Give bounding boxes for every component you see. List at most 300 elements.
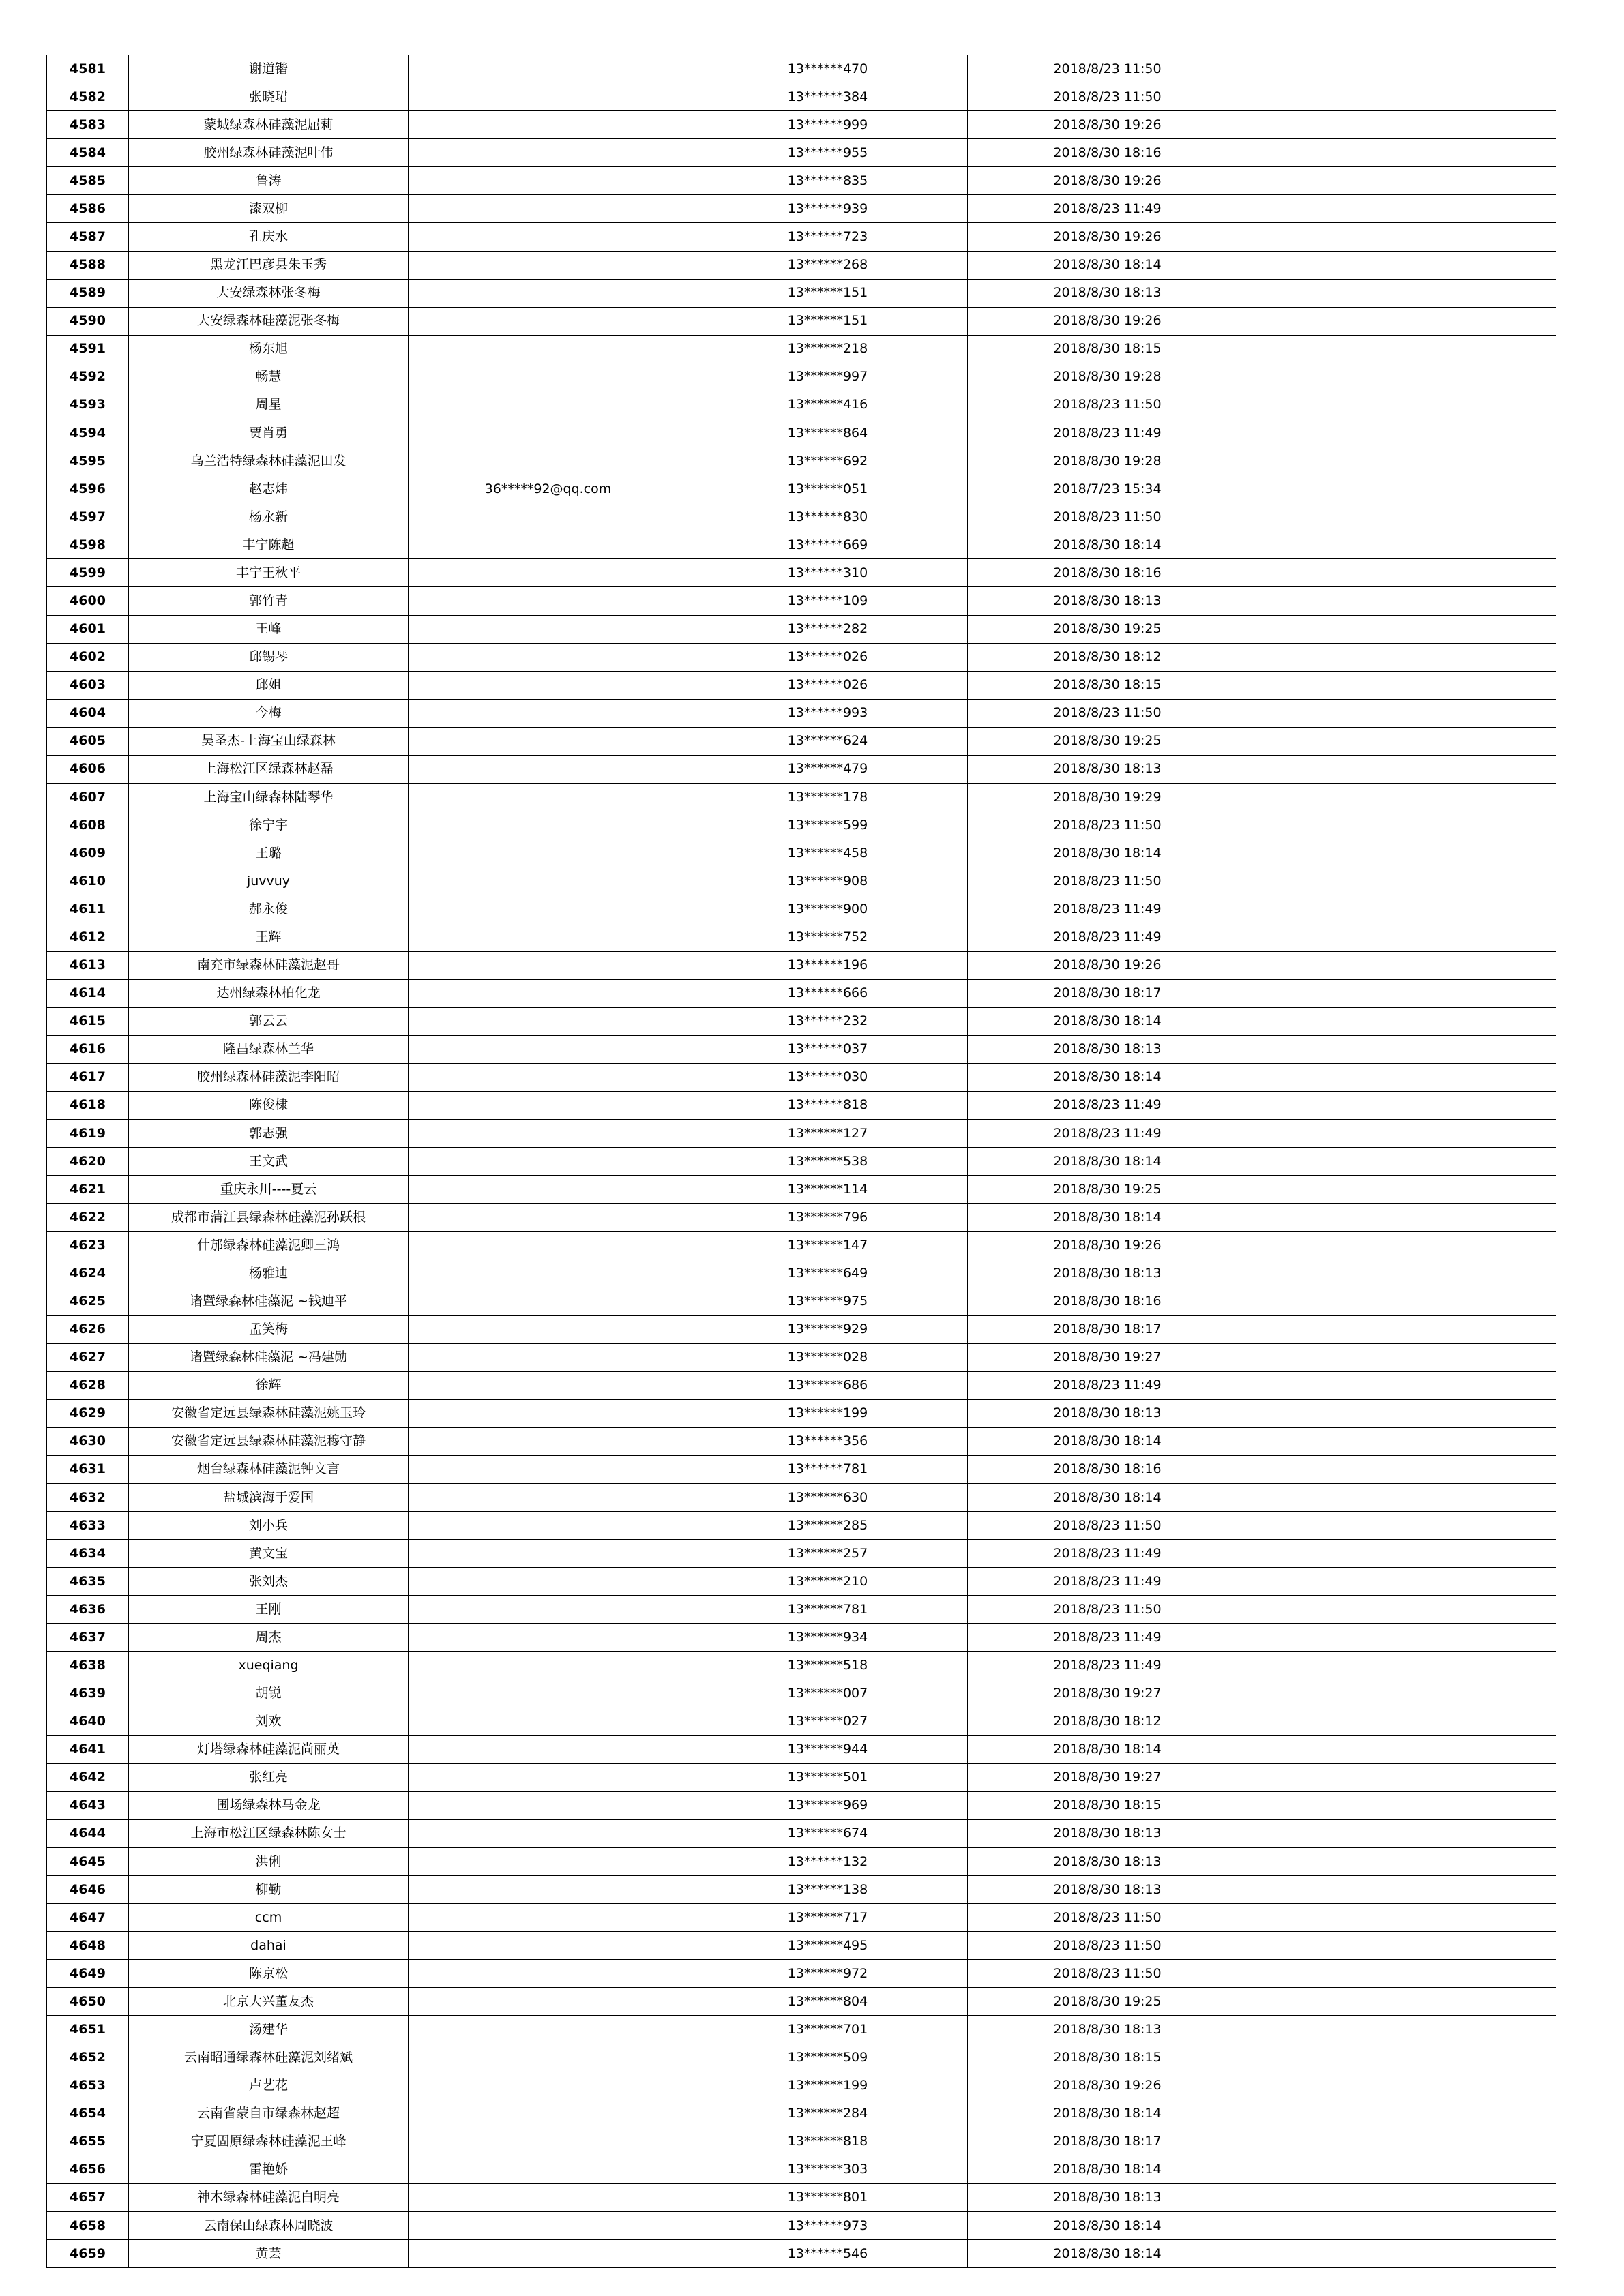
row-number-cell: 4648 (47, 1932, 129, 1960)
row-number-cell: 4606 (47, 755, 129, 783)
table-row (47, 1735, 1556, 1763)
empty-cell (1247, 895, 1556, 923)
table-row (47, 1315, 1556, 1343)
email-cell (409, 1791, 688, 1819)
name-cell: 乌兰浩特绿森林硅藻泥田发 (129, 447, 409, 475)
name-cell: 杨雅迪 (129, 1259, 409, 1287)
empty-cell (1247, 1232, 1556, 1259)
row-number-cell: 4631 (47, 1455, 129, 1483)
phone-cell: 13******972 (688, 1960, 968, 1988)
email-cell (409, 83, 688, 111)
empty-cell (1247, 784, 1556, 811)
row-number-cell: 4583 (47, 111, 129, 139)
table-row (47, 475, 1556, 503)
name-cell: 王璐 (129, 839, 409, 867)
email-cell (409, 1680, 688, 1708)
phone-cell: 13******501 (688, 1763, 968, 1791)
empty-cell (1247, 2100, 1556, 2128)
phone-cell: 13******199 (688, 2072, 968, 2100)
name-cell: 赵志炜 (129, 475, 409, 503)
email-cell (409, 1427, 688, 1455)
row-number-cell: 4587 (47, 223, 129, 251)
time-cell: 2018/8/30 18:14 (968, 1063, 1247, 1091)
name-cell: 宁夏固原绿森林硅藻泥王峰 (129, 2128, 409, 2156)
row-number-cell: 4649 (47, 1960, 129, 1988)
email-cell (409, 335, 688, 363)
name-cell: 胡锐 (129, 1680, 409, 1708)
phone-cell: 13******303 (688, 2156, 968, 2183)
email-cell (409, 1119, 688, 1147)
name-cell: 上海松江区绿森林赵磊 (129, 755, 409, 783)
empty-cell (1247, 139, 1556, 167)
email-cell (409, 1315, 688, 1343)
name-cell: 刘欢 (129, 1708, 409, 1735)
name-cell: ccm (129, 1904, 409, 1932)
empty-cell (1247, 559, 1556, 587)
row-number-cell: 4626 (47, 1315, 129, 1343)
phone-cell: 13******232 (688, 1007, 968, 1035)
table-row (47, 671, 1556, 699)
email-cell (409, 111, 688, 139)
row-number-cell: 4618 (47, 1091, 129, 1119)
name-cell: 孟笑梅 (129, 1315, 409, 1343)
table-row (47, 867, 1556, 895)
name-cell: 洪俐 (129, 1848, 409, 1876)
email-cell (409, 1007, 688, 1035)
time-cell: 2018/8/30 18:13 (968, 2183, 1247, 2211)
phone-cell: 13******178 (688, 784, 968, 811)
empty-cell (1247, 811, 1556, 839)
email-cell (409, 867, 688, 895)
name-cell: 鲁涛 (129, 167, 409, 195)
name-cell: 郭志强 (129, 1119, 409, 1147)
phone-cell: 13******900 (688, 895, 968, 923)
phone-cell: 13******666 (688, 979, 968, 1007)
name-cell: 灯塔绿森林硅藻泥尚丽英 (129, 1735, 409, 1763)
name-cell: 上海市松江区绿森林陈女士 (129, 1819, 409, 1847)
row-number-cell: 4653 (47, 2072, 129, 2100)
table-row (47, 699, 1556, 727)
table-row (47, 1763, 1556, 1791)
time-cell: 2018/8/23 11:49 (968, 419, 1247, 447)
email-cell (409, 1540, 688, 1568)
phone-cell: 13******138 (688, 1876, 968, 1904)
phone-cell: 13******028 (688, 1343, 968, 1371)
name-cell: 郭云云 (129, 1007, 409, 1035)
table-row (47, 1091, 1556, 1119)
row-number-cell: 4609 (47, 839, 129, 867)
empty-cell (1247, 1399, 1556, 1427)
name-cell: 诸暨绿森林硅藻泥 ~钱迪平 (129, 1287, 409, 1315)
name-cell: 王刚 (129, 1596, 409, 1624)
name-cell: 胶州绿森林硅藻泥叶伟 (129, 139, 409, 167)
time-cell: 2018/8/30 18:13 (968, 2016, 1247, 2044)
empty-cell (1247, 1540, 1556, 1568)
row-number-cell: 4585 (47, 167, 129, 195)
empty-cell (1247, 1876, 1556, 1904)
table-row (47, 531, 1556, 559)
row-number-cell: 4632 (47, 1483, 129, 1511)
time-cell: 2018/8/23 11:49 (968, 923, 1247, 951)
name-cell: 卢艺花 (129, 2072, 409, 2100)
time-cell: 2018/8/30 19:26 (968, 2072, 1247, 2100)
name-cell: 北京大兴董友杰 (129, 1988, 409, 2016)
email-cell (409, 1483, 688, 1511)
time-cell: 2018/8/30 18:13 (968, 1876, 1247, 1904)
email-cell (409, 447, 688, 475)
name-cell: 汤建华 (129, 2016, 409, 2044)
row-number-cell: 4650 (47, 1988, 129, 2016)
name-cell: 成都市蒲江县绿森林硅藻泥孙跃根 (129, 1204, 409, 1232)
row-number-cell: 4625 (47, 1287, 129, 1315)
email-cell (409, 1148, 688, 1176)
email-cell (409, 615, 688, 643)
row-number-cell: 4638 (47, 1652, 129, 1680)
phone-cell: 13******458 (688, 839, 968, 867)
row-number-cell: 4635 (47, 1568, 129, 1596)
table-row (47, 391, 1556, 419)
empty-cell (1247, 755, 1556, 783)
name-cell: 柳勤 (129, 1876, 409, 1904)
row-number-cell: 4607 (47, 784, 129, 811)
email-cell (409, 784, 688, 811)
empty-cell (1247, 419, 1556, 447)
table-row (47, 1343, 1556, 1371)
time-cell: 2018/8/30 18:14 (968, 2100, 1247, 2128)
table-row (47, 615, 1556, 643)
name-cell: 孔庆水 (129, 223, 409, 251)
time-cell: 2018/8/30 18:13 (968, 1399, 1247, 1427)
name-cell: 贾肖勇 (129, 419, 409, 447)
row-number-cell: 4612 (47, 923, 129, 951)
row-number-cell: 4623 (47, 1232, 129, 1259)
phone-cell: 13******114 (688, 1176, 968, 1204)
time-cell: 2018/8/23 11:49 (968, 1371, 1247, 1399)
empty-cell (1247, 1427, 1556, 1455)
email-cell (409, 895, 688, 923)
phone-cell: 13******717 (688, 1904, 968, 1932)
email-cell (409, 1904, 688, 1932)
email-cell (409, 1063, 688, 1091)
time-cell: 2018/8/30 18:12 (968, 1708, 1247, 1735)
phone-cell: 13******599 (688, 811, 968, 839)
email-cell (409, 307, 688, 335)
row-number-cell: 4614 (47, 979, 129, 1007)
empty-cell (1247, 1315, 1556, 1343)
table-row (47, 2240, 1556, 2268)
row-number-cell: 4634 (47, 1540, 129, 1568)
name-cell: 盐城滨海于爱国 (129, 1483, 409, 1511)
phone-cell: 13******026 (688, 643, 968, 671)
table-row (47, 1259, 1556, 1287)
email-cell (409, 167, 688, 195)
email-cell (409, 2183, 688, 2211)
row-number-cell: 4615 (47, 1007, 129, 1035)
row-number-cell: 4642 (47, 1763, 129, 1791)
table-row (47, 2044, 1556, 2072)
row-number-cell: 4641 (47, 1735, 129, 1763)
email-cell: 36*****92@qq.com (409, 475, 688, 503)
phone-cell: 13******026 (688, 671, 968, 699)
phone-cell: 13******538 (688, 1148, 968, 1176)
row-number-cell: 4616 (47, 1035, 129, 1063)
phone-cell: 13******495 (688, 1932, 968, 1960)
name-cell: 吴圣杰-上海宝山绿森林 (129, 727, 409, 755)
table-row (47, 923, 1556, 951)
empty-cell (1247, 1680, 1556, 1708)
email-cell (409, 559, 688, 587)
data-table (46, 55, 1556, 2268)
name-cell: 隆昌绿森林兰华 (129, 1035, 409, 1063)
time-cell: 2018/8/30 18:16 (968, 1455, 1247, 1483)
phone-cell: 13******356 (688, 1427, 968, 1455)
email-cell (409, 1568, 688, 1596)
empty-cell (1247, 363, 1556, 391)
email-cell (409, 2072, 688, 2100)
time-cell: 2018/8/30 18:15 (968, 671, 1247, 699)
phone-cell: 13******801 (688, 2183, 968, 2211)
phone-cell: 13******692 (688, 447, 968, 475)
empty-cell (1247, 1596, 1556, 1624)
row-number-cell: 4605 (47, 727, 129, 755)
name-cell: 陈俊棣 (129, 1091, 409, 1119)
row-number-cell: 4601 (47, 615, 129, 643)
empty-cell (1247, 167, 1556, 195)
email-cell (409, 391, 688, 419)
name-cell: 雷艳娇 (129, 2156, 409, 2183)
name-cell: 大安绿森林张冬梅 (129, 279, 409, 307)
time-cell: 2018/8/30 19:25 (968, 1176, 1247, 1204)
email-cell (409, 1960, 688, 1988)
table-row (47, 167, 1556, 195)
row-number-cell: 4613 (47, 951, 129, 979)
phone-cell: 13******416 (688, 391, 968, 419)
empty-cell (1247, 867, 1556, 895)
time-cell: 2018/8/30 18:13 (968, 755, 1247, 783)
row-number-cell: 4619 (47, 1119, 129, 1147)
table-row (47, 55, 1556, 83)
empty-cell (1247, 475, 1556, 503)
phone-cell: 13******804 (688, 1988, 968, 2016)
empty-cell (1247, 83, 1556, 111)
phone-cell: 13******781 (688, 1596, 968, 1624)
name-cell: 徐宁宇 (129, 811, 409, 839)
empty-cell (1247, 1791, 1556, 1819)
time-cell: 2018/8/30 18:14 (968, 531, 1247, 559)
table-row (47, 1287, 1556, 1315)
name-cell: 南充市绿森林硅藻泥赵哥 (129, 951, 409, 979)
email-cell (409, 139, 688, 167)
time-cell: 2018/8/23 11:50 (968, 503, 1247, 531)
time-cell: 2018/8/23 11:49 (968, 1652, 1247, 1680)
row-number-cell: 4655 (47, 2128, 129, 2156)
name-cell: 周星 (129, 391, 409, 419)
phone-cell: 13******993 (688, 699, 968, 727)
empty-cell (1247, 727, 1556, 755)
phone-cell: 13******818 (688, 1091, 968, 1119)
row-number-cell: 4628 (47, 1371, 129, 1399)
empty-cell (1247, 223, 1556, 251)
table-row (47, 1512, 1556, 1540)
email-cell (409, 223, 688, 251)
name-cell: 杨东旭 (129, 335, 409, 363)
row-number-cell: 4633 (47, 1512, 129, 1540)
row-number-cell: 4582 (47, 83, 129, 111)
time-cell: 2018/8/23 11:50 (968, 1932, 1247, 1960)
time-cell: 2018/8/30 19:27 (968, 1343, 1247, 1371)
time-cell: 2018/8/30 19:26 (968, 111, 1247, 139)
email-cell (409, 839, 688, 867)
email-cell (409, 531, 688, 559)
email-cell (409, 1735, 688, 1763)
table-row (47, 1232, 1556, 1259)
empty-cell (1247, 699, 1556, 727)
time-cell: 2018/8/30 19:25 (968, 1988, 1247, 2016)
name-cell: 达州绿森林柏化龙 (129, 979, 409, 1007)
table-row (47, 784, 1556, 811)
empty-cell (1247, 1652, 1556, 1680)
time-cell: 2018/8/23 11:49 (968, 1119, 1247, 1147)
email-cell (409, 2240, 688, 2268)
email-cell (409, 1819, 688, 1847)
table-row (47, 195, 1556, 223)
row-number-cell: 4581 (47, 55, 129, 83)
table-row (47, 307, 1556, 335)
row-number-cell: 4624 (47, 1259, 129, 1287)
table-row (47, 1427, 1556, 1455)
email-cell (409, 2212, 688, 2240)
empty-cell (1247, 1204, 1556, 1232)
name-cell: 王峰 (129, 615, 409, 643)
table-row (47, 1680, 1556, 1708)
table-row (47, 951, 1556, 979)
empty-cell (1247, 1932, 1556, 1960)
empty-cell (1247, 55, 1556, 83)
table-row (47, 1791, 1556, 1819)
row-number-cell: 4610 (47, 867, 129, 895)
email-cell (409, 1399, 688, 1427)
phone-cell: 13******151 (688, 279, 968, 307)
time-cell: 2018/8/30 18:17 (968, 2128, 1247, 2156)
empty-cell (1247, 2016, 1556, 2044)
phone-cell: 13******796 (688, 1204, 968, 1232)
row-number-cell: 4588 (47, 251, 129, 279)
table-row (47, 1455, 1556, 1483)
empty-cell (1247, 2240, 1556, 2268)
email-cell (409, 2016, 688, 2044)
name-cell: 丰宁王秋平 (129, 559, 409, 587)
table-row (47, 2156, 1556, 2183)
row-number-cell: 4593 (47, 391, 129, 419)
table-row (47, 1007, 1556, 1035)
phone-cell: 13******127 (688, 1119, 968, 1147)
row-number-cell: 4584 (47, 139, 129, 167)
name-cell: 上海宝山绿森林陆琴华 (129, 784, 409, 811)
phone-cell: 13******509 (688, 2044, 968, 2072)
email-cell (409, 2100, 688, 2128)
phone-cell: 13******999 (688, 111, 968, 139)
time-cell: 2018/8/30 18:15 (968, 335, 1247, 363)
row-number-cell: 4603 (47, 671, 129, 699)
time-cell: 2018/8/30 18:14 (968, 2156, 1247, 2183)
email-cell (409, 671, 688, 699)
phone-cell: 13******199 (688, 1399, 968, 1427)
name-cell: 诸暨绿森林硅藻泥 ~冯建勋 (129, 1343, 409, 1371)
email-cell (409, 2128, 688, 2156)
time-cell: 2018/8/30 18:13 (968, 1848, 1247, 1876)
table-row (47, 111, 1556, 139)
time-cell: 2018/8/30 19:28 (968, 447, 1247, 475)
table-row (47, 1540, 1556, 1568)
table-row (47, 2212, 1556, 2240)
empty-cell (1247, 1343, 1556, 1371)
table-row (47, 503, 1556, 531)
email-cell (409, 1512, 688, 1540)
empty-cell (1247, 1176, 1556, 1204)
name-cell: 邱锡琴 (129, 643, 409, 671)
empty-cell (1247, 1568, 1556, 1596)
email-cell (409, 923, 688, 951)
table-row (47, 1960, 1556, 1988)
phone-cell: 13******007 (688, 1680, 968, 1708)
name-cell: 云南保山绿森林周晓波 (129, 2212, 409, 2240)
email-cell (409, 2156, 688, 2183)
phone-cell: 13******908 (688, 867, 968, 895)
email-cell (409, 1035, 688, 1063)
row-number-cell: 4608 (47, 811, 129, 839)
empty-cell (1247, 1007, 1556, 1035)
table-row (47, 1204, 1556, 1232)
time-cell: 2018/8/30 19:29 (968, 784, 1247, 811)
table-row (47, 1035, 1556, 1063)
empty-cell (1247, 2044, 1556, 2072)
table-row (47, 447, 1556, 475)
phone-cell: 13******196 (688, 951, 968, 979)
empty-cell (1247, 671, 1556, 699)
row-number-cell: 4646 (47, 1876, 129, 1904)
time-cell: 2018/8/30 18:16 (968, 139, 1247, 167)
time-cell: 2018/8/30 19:26 (968, 307, 1247, 335)
phone-cell: 13******030 (688, 1063, 968, 1091)
table-row (47, 335, 1556, 363)
phone-cell: 13******975 (688, 1287, 968, 1315)
table-row (47, 1119, 1556, 1147)
row-number-cell: 4598 (47, 531, 129, 559)
empty-cell (1247, 587, 1556, 615)
table-row (47, 83, 1556, 111)
empty-cell (1247, 1063, 1556, 1091)
phone-cell: 13******109 (688, 587, 968, 615)
phone-cell: 13******257 (688, 1540, 968, 1568)
time-cell: 2018/8/30 19:26 (968, 1232, 1247, 1259)
empty-cell (1247, 391, 1556, 419)
empty-cell (1247, 1735, 1556, 1763)
time-cell: 2018/8/23 11:50 (968, 867, 1247, 895)
phone-cell: 13******781 (688, 1455, 968, 1483)
empty-cell (1247, 839, 1556, 867)
empty-cell (1247, 1960, 1556, 1988)
phone-cell: 13******037 (688, 1035, 968, 1063)
table-row (47, 811, 1556, 839)
time-cell: 2018/8/23 11:49 (968, 895, 1247, 923)
table-row (47, 223, 1556, 251)
time-cell: 2018/8/30 18:13 (968, 279, 1247, 307)
phone-cell: 13******818 (688, 2128, 968, 2156)
row-number-cell: 4591 (47, 335, 129, 363)
email-cell (409, 1876, 688, 1904)
name-cell: 安徽省定远县绿森林硅藻泥姚玉玲 (129, 1399, 409, 1427)
time-cell: 2018/8/30 18:14 (968, 839, 1247, 867)
